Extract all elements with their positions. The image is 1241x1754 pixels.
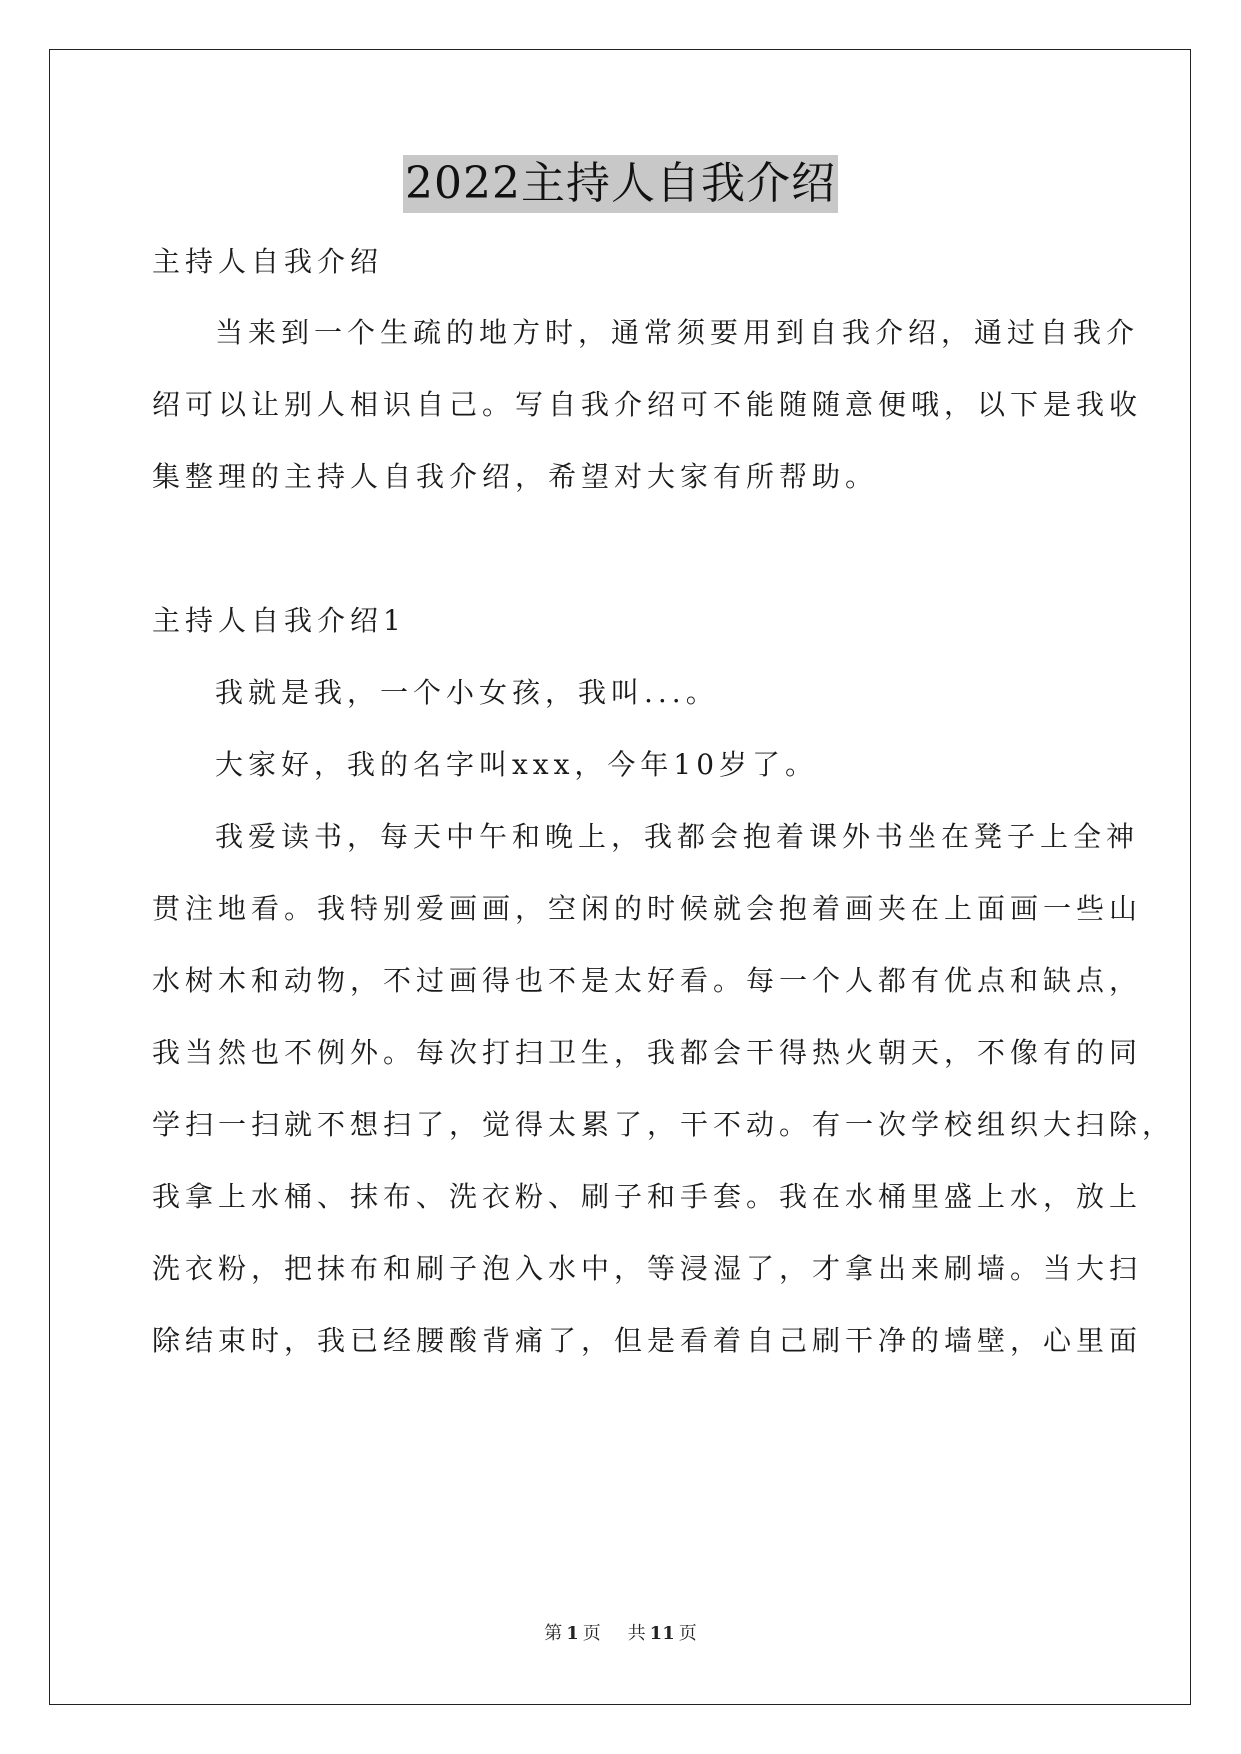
paragraph-3-line-2: 贯注地看。我特别爱画画，空闲的时候就会抱着画夹在上面画一些山 (152, 892, 1143, 925)
intro-line-1: 当来到一个生疏的地方时，通常须要用到自我介绍，通过自我介 (215, 316, 1140, 349)
footer-total-number: 11 (649, 1623, 675, 1644)
page-footer (0, 1622, 1241, 1646)
paragraph-3-line-7: 洗衣粉，把抹布和刷子泡入水中，等浸湿了，才拿出来刷墙。当大扫 (152, 1252, 1143, 1285)
footer-page-prefix: 第 (544, 1623, 563, 1644)
paragraph-3-line-5: 学扫一扫就不想扫了，觉得太累了，干不动。有一次学校组织大扫除， (152, 1108, 1176, 1141)
section-heading-1: 主持人自我介绍1 (152, 604, 406, 637)
paragraph-3-line-8: 除结束时，我已经腰酸背痛了，但是看着自己刷干净的墙壁，心里面 (152, 1324, 1143, 1357)
paragraph-3-line-6: 我拿上水桶、抹布、洗衣粉、刷子和手套。我在水桶里盛上水，放上 (152, 1180, 1143, 1213)
paragraph-1: 我就是我，一个小女孩，我叫...。 (215, 676, 719, 709)
title-container (0, 155, 1241, 213)
footer-total-suffix: 页 (678, 1623, 697, 1644)
intro-line-3: 集整理的主持人自我介绍，希望对大家有所帮助。 (152, 460, 879, 493)
footer-page-number: 1 (566, 1623, 579, 1644)
section-heading: 主持人自我介绍 (152, 245, 384, 278)
page-border (49, 49, 1191, 1705)
paragraph-3-line-3: 水树木和动物，不过画得也不是太好看。每一个人都有优点和缺点， (152, 964, 1143, 997)
paragraph-2: 大家好，我的名字叫xxx，今年10岁了。 (215, 748, 819, 781)
paragraph-3-line-4: 我当然也不例外。每次打扫卫生，我都会干得热火朝天，不像有的同 (152, 1036, 1143, 1069)
document-title: 2022主持人自我介绍 (403, 155, 838, 213)
footer-total-prefix: 共 (627, 1623, 646, 1644)
footer-page-suffix: 页 (582, 1623, 601, 1644)
paragraph-3-line-1: 我爱读书，每天中午和晚上，我都会抱着课外书坐在凳子上全神 (215, 820, 1140, 853)
intro-line-2: 绍可以让别人相识自己。写自我介绍可不能随随意便哦，以下是我收 (152, 388, 1143, 421)
